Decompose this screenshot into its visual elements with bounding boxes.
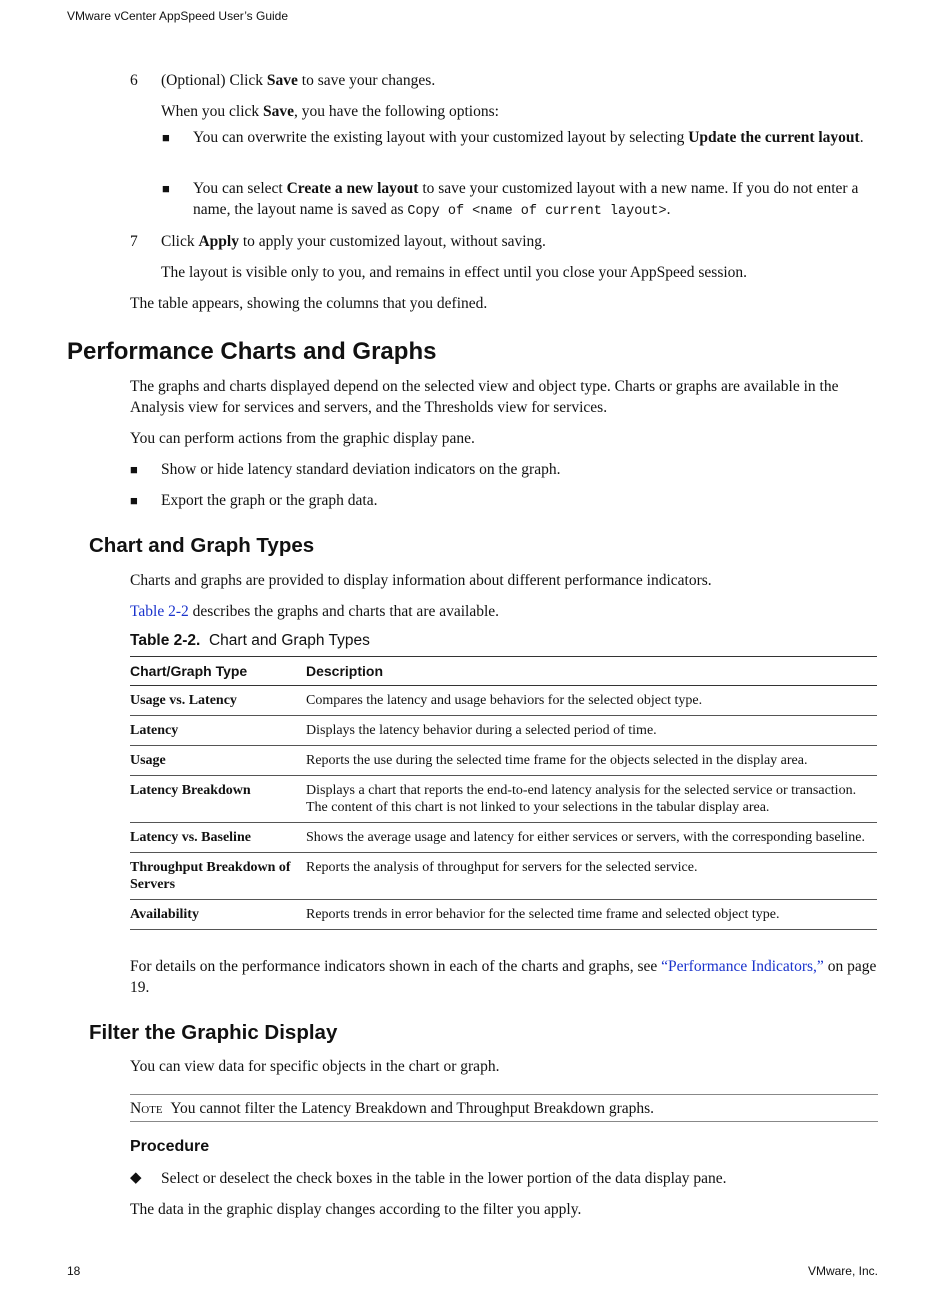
diamond-bullet-icon: ◆: [130, 1170, 142, 1186]
save-term: Save: [263, 103, 295, 120]
table-reference-rest: describes the graphs and charts that are available.: [188, 603, 500, 620]
step-7-text: [161, 231, 881, 252]
column-header: Description: [306, 657, 877, 686]
table-cell-description: Shows the average usage and latency for either services or servers, with the corresponding baseline.: [306, 823, 877, 853]
table-caption-number: Table 2-2.: [130, 632, 201, 649]
step-number: 6: [130, 72, 138, 89]
table-2-2-link[interactable]: Table 2-2: [130, 603, 189, 620]
table-row: [130, 716, 877, 746]
save-options-intro: [161, 101, 881, 122]
table-appears-text: The table appears, showing the columns that you defined.: [130, 295, 488, 312]
apply-term: Apply: [198, 233, 239, 250]
step-number: 7: [130, 233, 138, 250]
section-heading-filter: Filter the Graphic Display: [89, 1021, 338, 1044]
action-bullet: Export the graph or the graph data.: [161, 492, 378, 509]
details-pre: For details on the performance indicators shown in each of the charts and graphs, see: [130, 958, 662, 975]
options-post: , you have the following options:: [294, 103, 499, 120]
performance-intro: The graphs and charts displayed depend on the selected view and object type. Charts or graphs are available in the Analysis view for services and servers, and the Thresholds view for services.: [130, 378, 839, 416]
save-option-update: [193, 127, 883, 148]
note-box: [130, 1094, 878, 1122]
note-text: You cannot filter the Latency Breakdown and Throughput Breakdown graphs.: [170, 1100, 655, 1117]
bullet-post: .: [666, 201, 671, 218]
filter-intro: You can view data for specific objects in the chart or graph.: [130, 1058, 500, 1075]
step-7-pre: Click: [161, 233, 199, 250]
table-cell-type: Latency: [130, 716, 306, 746]
table-row: [130, 686, 877, 716]
step-6-pre: (Optional) Click: [161, 72, 267, 89]
filter-result: The data in the graphic display changes according to the filter you apply.: [130, 1201, 582, 1218]
note-label: Note: [130, 1100, 163, 1117]
running-header: VMware vCenter AppSpeed User’s Guide: [67, 9, 289, 23]
table-cell-type: Usage vs. Latency: [130, 686, 306, 716]
footer-company: VMware, Inc.: [807, 1264, 878, 1278]
table-reference: [130, 601, 882, 622]
table-row: [130, 776, 877, 823]
table-header-row: [130, 657, 877, 686]
options-pre: When you click: [161, 103, 264, 120]
chart-types-table: [130, 656, 877, 930]
square-bullet-icon: ■: [162, 181, 170, 196]
table-caption-text: Chart and Graph Types: [208, 632, 370, 649]
table-cell-type: Usage: [130, 746, 306, 776]
square-bullet-icon: ■: [130, 493, 138, 508]
bullet-post: .: [859, 129, 864, 146]
save-term: Save: [266, 72, 298, 89]
table-row: [130, 853, 877, 900]
table-row: [130, 900, 877, 930]
bullet-pre: You can select: [193, 180, 287, 197]
action-bullet: Show or hide latency standard deviation indicators on the graph.: [161, 461, 561, 478]
table-cell-type: Latency vs. Baseline: [130, 823, 306, 853]
update-layout-term: Update the current layout: [688, 129, 860, 146]
table-caption: [130, 632, 370, 650]
table-row: [130, 823, 877, 853]
step-6-post: to save your changes.: [297, 72, 436, 89]
table-cell-type: Availability: [130, 900, 306, 930]
table-cell-description: Reports the use during the selected time frame for the objects selected in the display area.: [306, 746, 877, 776]
table-row: [130, 746, 877, 776]
create-layout-term: Create a new layout: [286, 180, 419, 197]
layout-name-code: Copy of <name of current layout>: [407, 204, 667, 219]
save-option-create: [193, 178, 883, 222]
square-bullet-icon: ■: [162, 130, 170, 145]
details-post: on page 19.: [130, 958, 877, 996]
procedure-heading: Procedure: [130, 1138, 210, 1155]
chart-types-intro: Charts and graphs are provided to display information about different performance indicators.: [130, 572, 712, 589]
bullet-mid: to save your customized layout with a new name. If you do not enter a name, the layout name is saved as: [193, 180, 859, 218]
table-cell-type: Latency Breakdown: [130, 776, 306, 823]
step-6-text: [161, 70, 881, 91]
performance-actions: You can perform actions from the graphic display pane.: [130, 430, 475, 447]
square-bullet-icon: ■: [130, 462, 138, 477]
table-cell-description: Displays a chart that reports the end-to-end latency analysis for the selected service or transaction. The content of this chart is not linked to your selections in the tabular display area.: [306, 776, 877, 823]
table-cell-description: Reports trends in error behavior for the selected time frame and selected object type.: [306, 900, 877, 930]
table-cell-description: Displays the latency behavior during a selected period of time.: [306, 716, 877, 746]
section-heading-chart-types: Chart and Graph Types: [89, 534, 315, 557]
table-cell-description: Reports the analysis of throughput for servers for the selected service.: [306, 853, 877, 900]
column-header: Chart/Graph Type: [130, 657, 306, 686]
step-7-note: The layout is visible only to you, and remains in effect until you close your AppSpeed session.: [161, 264, 748, 281]
details-reference: [130, 956, 882, 998]
table-cell-type: Throughput Breakdown of Servers: [130, 853, 306, 900]
table-cell-description: Compares the latency and usage behaviors for the selected object type.: [306, 686, 877, 716]
page-number: 18: [67, 1264, 81, 1278]
bullet-pre: You can overwrite the existing layout with your customized layout by selecting: [193, 129, 689, 146]
step-7-post: to apply your customized layout, without saving.: [238, 233, 546, 250]
procedure-step: Select or deselect the check boxes in the table in the lower portion of the data display pane.: [161, 1170, 727, 1187]
performance-indicators-link[interactable]: “Performance Indicators,”: [661, 958, 824, 975]
section-heading-performance: Performance Charts and Graphs: [67, 338, 437, 365]
